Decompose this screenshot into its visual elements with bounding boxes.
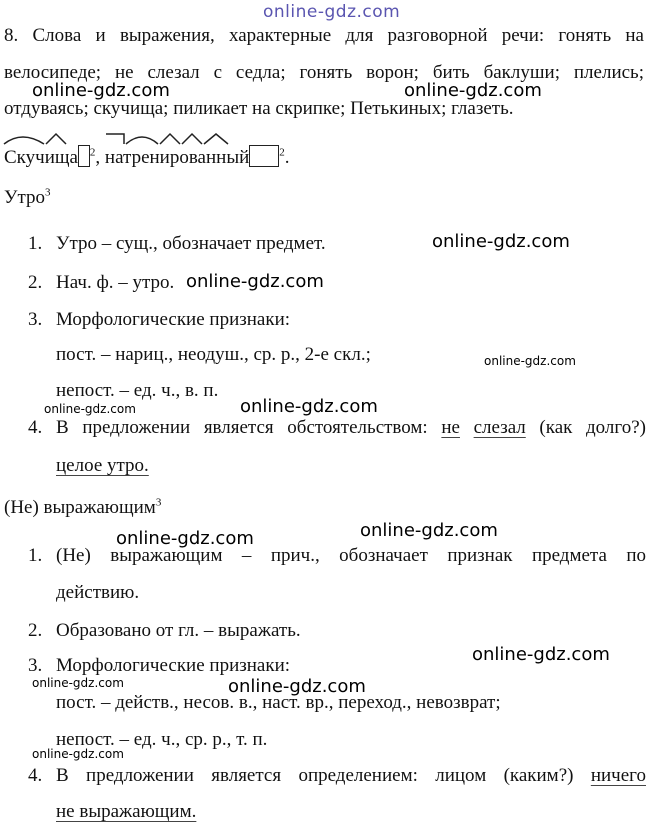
list-number: 4. xyxy=(28,765,43,786)
site-watermark: online-gdz.com xyxy=(116,528,254,549)
superscript: 2 xyxy=(89,146,96,159)
list-text: Образовано от гл. – выражать. xyxy=(56,620,301,641)
intro-word: на xyxy=(625,25,644,46)
list-text-continued: действию. xyxy=(56,582,140,603)
suffix-caret-icon xyxy=(204,134,228,144)
list-number: 1. xyxy=(28,545,43,566)
word: обозначает xyxy=(339,545,428,566)
section-title-text: Утро xyxy=(4,187,45,208)
site-watermark: online-gdz.com xyxy=(472,644,610,665)
word: В xyxy=(56,765,69,786)
list-text-justified xyxy=(56,545,646,567)
intro-word: не xyxy=(114,62,134,83)
intro-word: слезал xyxy=(147,62,200,83)
list-text-continued xyxy=(56,801,196,823)
suffix-caret-icon xyxy=(160,134,180,144)
site-watermark: online-gdz.com xyxy=(240,396,378,417)
intro-word: гонять xyxy=(299,62,353,83)
word: не xyxy=(441,417,460,438)
intro-word: велосипеде; xyxy=(4,62,102,83)
list-number: 4. xyxy=(28,417,43,438)
word: обстоятельством: xyxy=(287,417,428,438)
root-arc-icon xyxy=(126,137,158,144)
superscript: 3 xyxy=(45,186,51,199)
word: долго?) xyxy=(586,417,646,438)
word: предложении xyxy=(82,417,191,438)
intro-word: 8. xyxy=(4,25,19,46)
site-watermark: online-gdz.com xyxy=(32,747,124,761)
list-text: Утро – сущ., обозначает предмет. xyxy=(56,233,326,254)
ending-box-icon xyxy=(249,145,279,167)
word: ничего xyxy=(590,765,646,786)
list-text: Морфологические признаки: xyxy=(56,655,291,676)
word: (как xyxy=(539,417,573,438)
word: (каким?) xyxy=(503,765,574,786)
list-item xyxy=(28,309,290,331)
intro-word: речи: xyxy=(501,25,545,46)
prefix-mark-icon xyxy=(106,134,124,144)
word: признак xyxy=(447,545,513,566)
intro-line-1 xyxy=(4,25,644,47)
intro-word: бить xyxy=(432,62,470,83)
list-item xyxy=(28,417,56,439)
ending-box-icon xyxy=(78,145,90,167)
section-title-text: (Не) выражающим xyxy=(4,497,156,518)
word: является xyxy=(211,765,282,786)
nonconstant-features: непост. – ед. ч., ср. р., т. п. xyxy=(56,729,268,750)
site-watermark: online-gdz.com xyxy=(432,231,570,252)
morpheme-line xyxy=(4,145,290,169)
intro-word: выражения, xyxy=(119,25,215,46)
constant-features: пост. – нариц., неодуш., ср. р., 2-е скл.; xyxy=(56,344,371,365)
intro-word: разговорной xyxy=(387,25,488,46)
site-watermark: online-gdz.com xyxy=(44,402,136,416)
site-watermark: online-gdz.com xyxy=(228,676,366,697)
list-number: 2. xyxy=(28,620,43,641)
intro-word: и xyxy=(95,25,106,46)
intro-word: гонять xyxy=(558,25,612,46)
intro-word: с xyxy=(213,62,223,83)
intro-word: баклуши; xyxy=(483,62,560,83)
suffix-caret-icon xyxy=(182,134,202,144)
section-title-2 xyxy=(4,497,161,519)
list-item xyxy=(28,233,326,255)
underlined-phrase: целое утро. xyxy=(56,455,149,476)
list-text: Морфологические признаки: xyxy=(56,309,291,330)
site-watermark: online-gdz.com xyxy=(404,80,542,101)
intro-word: для xyxy=(345,25,374,46)
list-text: Нач. ф. – утро. xyxy=(56,272,175,293)
site-watermark: online-gdz.com xyxy=(186,271,324,292)
word: лицом xyxy=(435,765,487,786)
list-item xyxy=(28,765,56,787)
list-text-continued xyxy=(56,455,149,477)
site-watermark: online-gdz.com xyxy=(360,520,498,541)
word: по xyxy=(626,545,646,566)
morpheme-word-1: Скучища xyxy=(4,147,78,168)
separator: , xyxy=(95,147,105,168)
period: . xyxy=(284,147,290,168)
list-item xyxy=(28,272,174,294)
superscript: 3 xyxy=(155,496,162,509)
intro-line-3: отдуваясь; скучища; пиликает на скрипке; Петькиных; глазеть. xyxy=(4,98,514,119)
intro-word: седла; xyxy=(235,62,286,83)
word: предмета xyxy=(531,545,607,566)
list-item xyxy=(28,545,56,567)
underlined-phrase: не выражающим. xyxy=(56,801,197,822)
word: слезал xyxy=(473,417,526,438)
intro-word: характерные xyxy=(228,25,332,46)
intro-word: плелись; xyxy=(573,62,644,83)
nonconstant-features: непост. – ед. ч., в. п. xyxy=(56,380,219,401)
list-number: 2. xyxy=(28,272,43,293)
root-arc-icon xyxy=(4,137,44,144)
word: прич., xyxy=(270,545,320,566)
site-watermark-top: online-gdz.com xyxy=(263,2,401,22)
word: предложении xyxy=(86,765,194,786)
list-number: 3. xyxy=(28,309,43,330)
site-watermark: online-gdz.com xyxy=(32,80,170,101)
section-title-1 xyxy=(4,187,51,209)
intro-word: ворон; xyxy=(366,62,419,83)
list-text-justified xyxy=(56,765,646,787)
site-watermark: online-gdz.com xyxy=(484,354,576,368)
constant-features: пост. – действ., несов. в., наст. вр., переход., невозврат; xyxy=(56,692,501,713)
word: (Не) xyxy=(56,545,91,566)
list-number: 3. xyxy=(28,655,43,676)
superscript: 2 xyxy=(279,146,285,159)
word: – xyxy=(241,545,252,566)
list-text-justified xyxy=(56,417,646,439)
word: определением: xyxy=(298,765,418,786)
word: выражающим xyxy=(110,545,223,566)
suffix-caret-icon xyxy=(46,134,66,144)
word: В xyxy=(56,417,69,438)
list-item xyxy=(28,655,290,677)
word: является xyxy=(203,417,274,438)
intro-word: Слова xyxy=(32,25,82,46)
list-item xyxy=(28,620,301,642)
site-watermark: online-gdz.com xyxy=(32,676,124,690)
list-number: 1. xyxy=(28,233,43,254)
morpheme-word-2: натренированный xyxy=(104,147,250,168)
